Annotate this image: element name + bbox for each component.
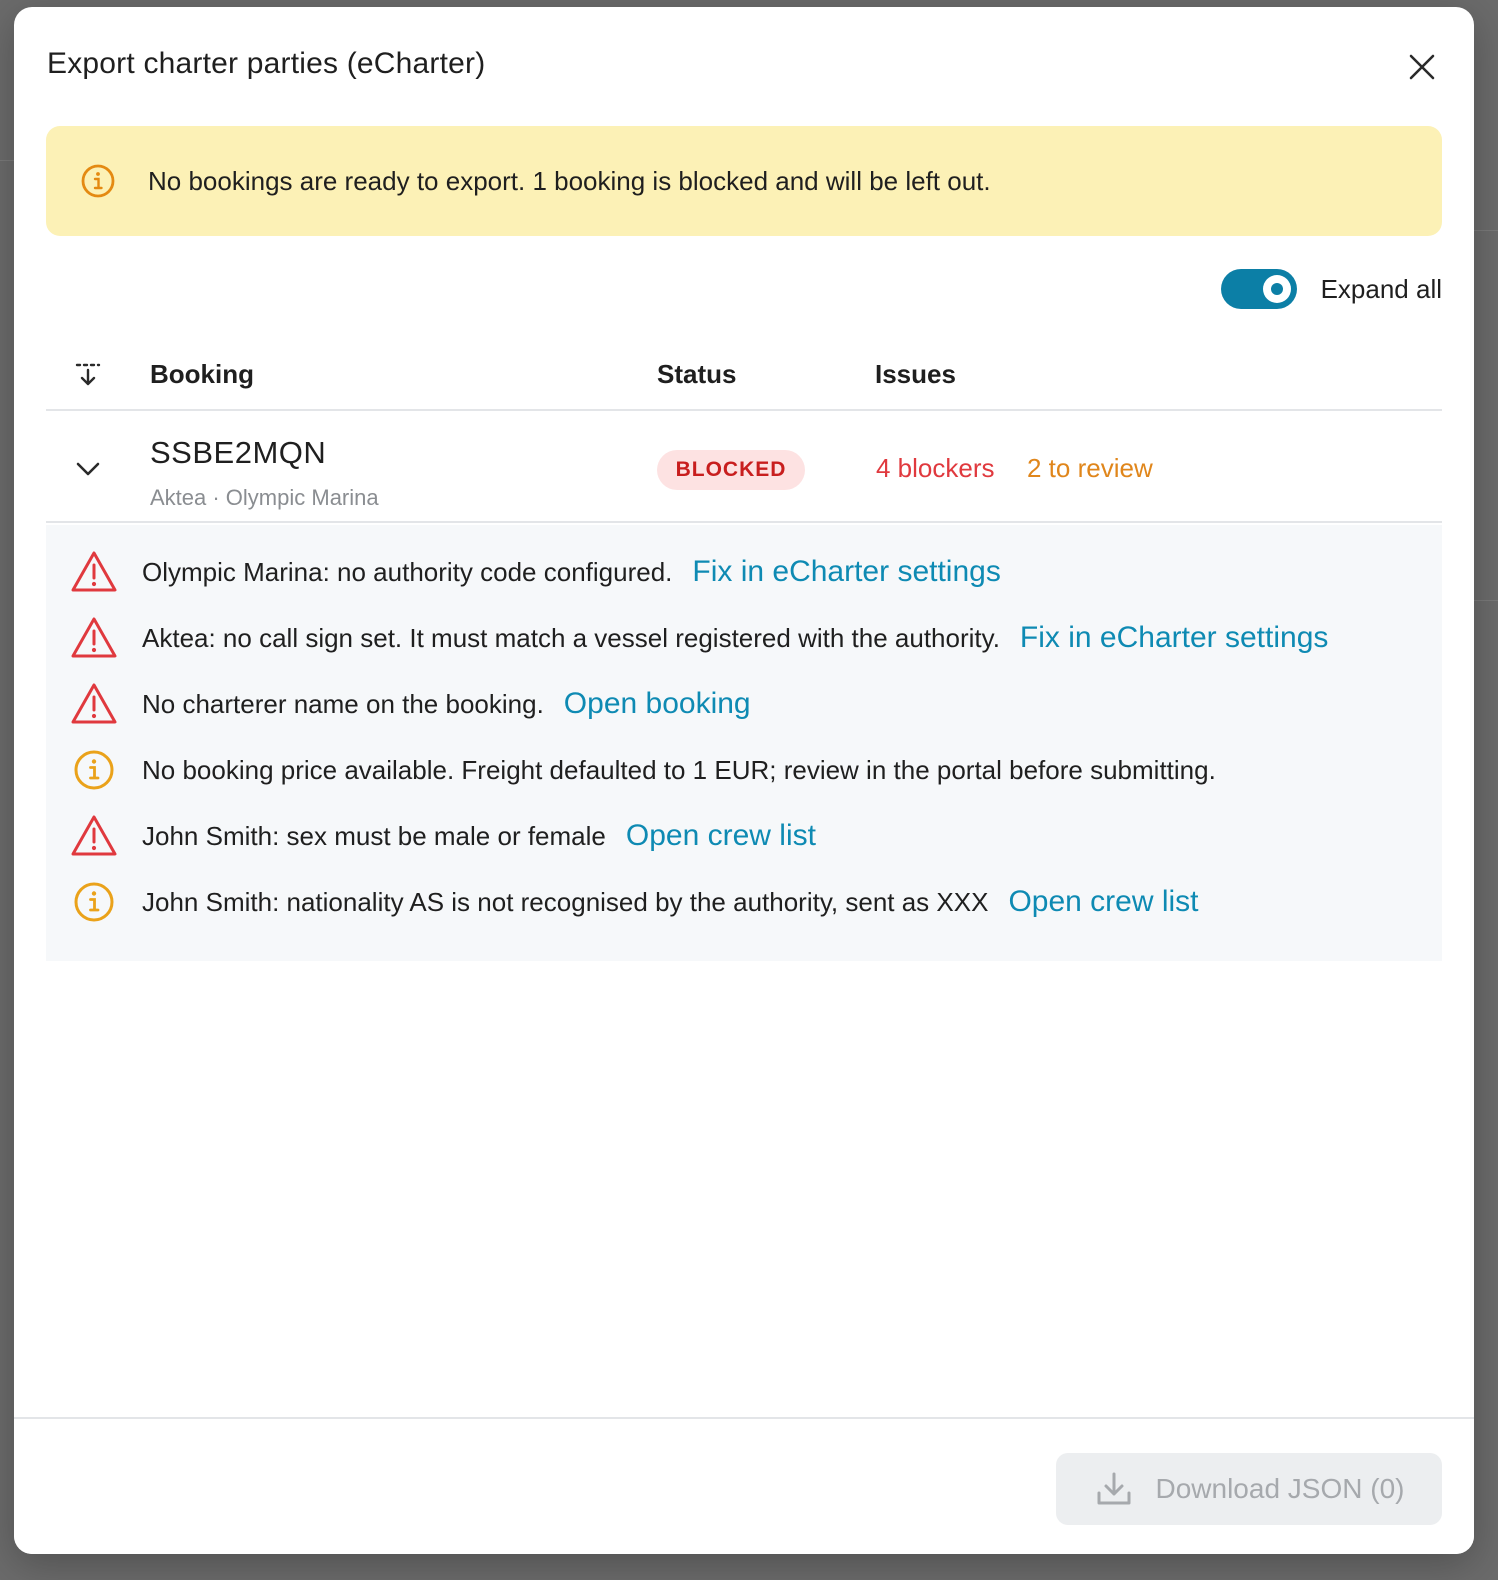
issue-message: No booking price available. Freight defaulted to 1 EUR; review in the portal before submitting.: [142, 754, 1216, 785]
backdrop-divider: [1474, 230, 1498, 231]
dialog-footer: [14, 1417, 1474, 1554]
review-count: 2 to review: [1027, 453, 1153, 483]
booking-id: SSBE2MQN: [150, 435, 327, 470]
backdrop-divider: [0, 160, 14, 161]
warning-banner: [46, 126, 1442, 236]
download-label: Download JSON (0): [1155, 1473, 1405, 1504]
close-button[interactable]: [1402, 47, 1442, 87]
issue-item: [46, 679, 1442, 729]
issue-message: Olympic Marina: no authority code configured.: [142, 557, 673, 587]
fix-settings-link[interactable]: Fix in eCharter settings: [692, 555, 1001, 588]
status-badge: BLOCKED: [657, 450, 805, 490]
issue-item: [46, 811, 1442, 861]
table-header: [46, 345, 1442, 411]
fix-settings-link[interactable]: Fix in eCharter settings: [1019, 621, 1329, 654]
open-crew-list-link[interactable]: Open crew list: [625, 819, 816, 852]
issue-message: John Smith: nationality AS is not recognised by the authority, sent as XXX: [142, 887, 989, 917]
issue-item: [46, 877, 1442, 927]
booking-subtitle: Aktea · Olympic Marina: [150, 485, 379, 510]
column-header-issues[interactable]: Issues: [875, 359, 956, 389]
issue-message: Aktea: no call sign set. It must match a vessel registered with the authority.: [142, 623, 1000, 653]
open-crew-list-link[interactable]: Open crew list: [1008, 885, 1199, 918]
export-dialog: [14, 7, 1474, 1554]
warning-triangle-icon: [70, 680, 118, 728]
info-circle-icon: [70, 878, 118, 926]
dialog-title: Export charter parties (eCharter): [47, 47, 486, 80]
issues-panel: [46, 525, 1442, 961]
expand-all-toggle[interactable]: [1221, 269, 1297, 309]
blockers-count: 4 blockers: [876, 453, 995, 483]
expand-all-control: [1221, 269, 1442, 309]
table-row[interactable]: [46, 413, 1442, 523]
issue-message: No charterer name on the booking.: [142, 689, 544, 719]
collapse-all-icon[interactable]: [72, 359, 104, 391]
warning-triangle-icon: [70, 812, 118, 860]
info-circle-icon: [78, 161, 118, 201]
expand-all-label: Expand all: [1320, 273, 1442, 304]
backdrop-divider: [1474, 600, 1498, 601]
banner-message: No bookings are ready to export. 1 booking is blocked and will be left out.: [148, 165, 991, 196]
open-booking-link[interactable]: Open booking: [563, 687, 751, 720]
download-json-button[interactable]: [1056, 1453, 1442, 1525]
issue-message: John Smith: sex must be male or female: [142, 821, 606, 851]
warning-triangle-icon: [70, 548, 118, 596]
close-icon: [1408, 53, 1436, 81]
column-header-status[interactable]: Status: [657, 359, 737, 389]
column-header-booking[interactable]: Booking: [150, 359, 254, 389]
warning-triangle-icon: [70, 614, 118, 662]
issue-item: [46, 745, 1442, 795]
issue-item: [46, 613, 1442, 663]
chevron-down-icon[interactable]: [72, 453, 104, 485]
toggle-knob: [1263, 275, 1291, 303]
issue-item: [46, 547, 1442, 597]
download-icon: [1094, 1469, 1134, 1509]
info-circle-icon: [70, 746, 118, 794]
